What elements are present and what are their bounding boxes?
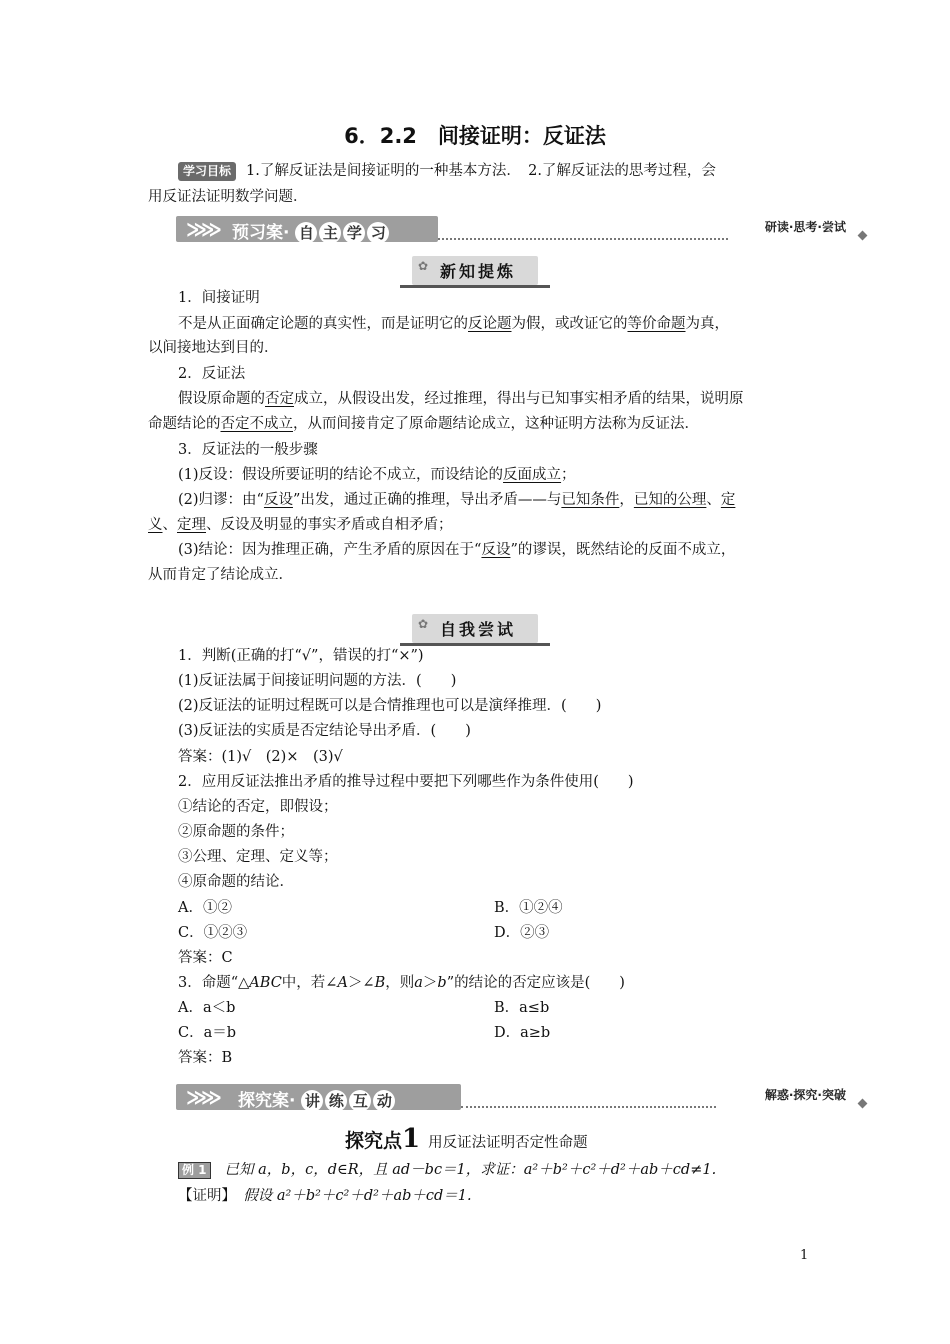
banner-main-label: 探究案·	[238, 1091, 296, 1111]
answer-1: 答案：(1)√ (2)× (3)√	[178, 749, 343, 765]
diamond-icon	[858, 1099, 868, 1109]
banner-dotted-line	[461, 1106, 716, 1108]
example-badge: 例 1	[178, 1162, 211, 1179]
leaf-icon: ✿	[417, 617, 429, 631]
para-indirect-proof-cont: 以间接地达到目的．	[148, 340, 279, 356]
answer-2: 答案：C	[178, 950, 233, 966]
banner-circle-char: 讲	[301, 1090, 323, 1112]
question-2: 2．应用反证法推出矛盾的推导过程中要把下列哪些作为条件使用( )	[178, 774, 634, 790]
heading-steps: 3．反证法的一般步骤	[178, 442, 318, 458]
question-2-option-3: ③公理、定理、定义等；	[178, 849, 338, 865]
banner-right-label: 解惑·探究·突破	[764, 1088, 846, 1102]
explore-point-number: 1	[402, 1124, 421, 1154]
page-number: 1	[800, 1248, 809, 1263]
goal-line-1: 1.了解反证法是间接证明的一种基本方法． 2.了解反证法的思考过程，会	[246, 163, 716, 179]
banner-title	[238, 1086, 397, 1112]
step-3: (3)结论：因为推理正确，产生矛盾的原因在于“反设”的谬误，既然结论的反面不成立，	[178, 542, 736, 558]
subheading-label: 自我尝试	[439, 620, 516, 639]
question-2-choice-a: A．①②	[178, 900, 232, 916]
question-1-item-1: (1)反证法属于间接证明问题的方法．( )	[178, 673, 457, 689]
learning-goals	[148, 158, 818, 210]
question-2-choice-c: C．①②③	[178, 925, 248, 941]
subheading-self-test	[0, 614, 950, 644]
example-text: 已知 a，b，c，d∈R，且 ad－bc＝1，求证：a²＋b²＋c²＋d²＋ab＋cd≠1.	[224, 1162, 717, 1178]
explore-point-title: 用反证法证明否定性命题	[428, 1135, 588, 1151]
double-chevron-icon: ≫≫	[186, 1085, 216, 1109]
heading-indirect-proof: 1．间接证明	[178, 290, 260, 306]
question-2-choice-d: D．②③	[494, 925, 550, 941]
step-2-cont: 义、定理、反设及明显的事实矛盾或自相矛盾；	[148, 517, 453, 533]
banner-dotted-line	[438, 238, 728, 240]
banner-title	[232, 218, 391, 244]
subheading-shadow	[400, 285, 550, 288]
question-2-option-4: ④原命题的结论．	[178, 874, 294, 890]
banner-circle-char: 自	[295, 222, 317, 244]
answer-3: 答案：B	[178, 1050, 233, 1066]
question-1-item-2: (2)反证法的证明过程既可以是合情推理也可以是演绎推理．( )	[178, 698, 602, 714]
example-1	[178, 1160, 716, 1180]
double-chevron-icon: ≫≫	[186, 217, 216, 241]
question-2-choice-b: B．①②④	[494, 900, 563, 916]
subheading-new-knowledge	[0, 256, 950, 286]
step-2: (2)归谬：由“反设”出发，通过正确的推理，导出矛盾——与已知条件，已知的公理、定	[178, 492, 736, 508]
banner-circle-char: 学	[343, 222, 365, 244]
explore-point-label: 探究点	[345, 1130, 403, 1152]
question-3-choice-b: B．a≤b	[494, 1000, 550, 1016]
proof-label: 【证明】	[178, 1188, 229, 1204]
banner-circle-char: 动	[373, 1090, 395, 1112]
question-3-choice-c: C．a＝b	[178, 1025, 237, 1041]
banner-circle-char: 练	[325, 1090, 347, 1112]
leaf-icon: ✿	[417, 259, 429, 273]
heading-contradiction: 2．反证法	[178, 366, 246, 382]
para-contradiction-cont: 命题结论的否定不成立，从而间接肯定了原命题结论成立，这种证明方法称为反证法．	[148, 416, 699, 432]
question-1: 1．判断(正确的打“√”，错误的打“×”)	[178, 648, 424, 664]
proof-start	[178, 1186, 472, 1206]
banner-right-label: 研读·思考·尝试	[764, 220, 846, 234]
question-3-choice-d: D．a≥b	[494, 1025, 551, 1041]
subheading-label: 新知提炼	[439, 262, 516, 281]
section-banner-preview	[176, 214, 868, 244]
page-title: 6．2.2 间接证明：反证法	[344, 124, 606, 148]
question-3-choice-a: A．a＜b	[178, 1000, 236, 1016]
question-2-option-1: ①结论的否定，即假设；	[178, 799, 338, 815]
proof-text: 假设 a²＋b²＋c²＋d²＋ab＋cd＝1.	[243, 1188, 472, 1204]
goal-badge: 学习目标	[178, 162, 236, 181]
step-3-cont: 从而肯定了结论成立．	[148, 567, 293, 583]
banner-circle-char: 习	[367, 222, 389, 244]
goal-line-2: 用反证法证明数学问题．	[148, 189, 308, 205]
question-1-item-3: (3)反证法的实质是否定结论导出矛盾．( )	[178, 723, 471, 739]
banner-circle-char: 主	[319, 222, 341, 244]
banner-main-label: 预习案·	[232, 223, 290, 243]
step-1: (1)反设：假设所要证明的结论不成立，而设结论的反面成立；	[178, 467, 576, 483]
banner-circle-char: 互	[349, 1090, 371, 1112]
para-indirect-proof: 不是从正面确定论题的真实性，而是证明它的反论题为假，或改证它的等价命题为真，	[178, 316, 729, 332]
explore-point-heading	[345, 1124, 588, 1154]
diamond-icon	[858, 231, 868, 241]
question-2-option-2: ②原命题的条件；	[178, 824, 294, 840]
section-banner-explore	[176, 1082, 868, 1112]
question-3: 3．命题“△ABC中，若∠A＞∠B，则a＞b”的结论的否定应该是( )	[178, 975, 625, 991]
para-contradiction: 假设原命题的否定成立，从假设出发，经过推理，得出与已知事实相矛盾的结果，说明原	[178, 391, 744, 407]
